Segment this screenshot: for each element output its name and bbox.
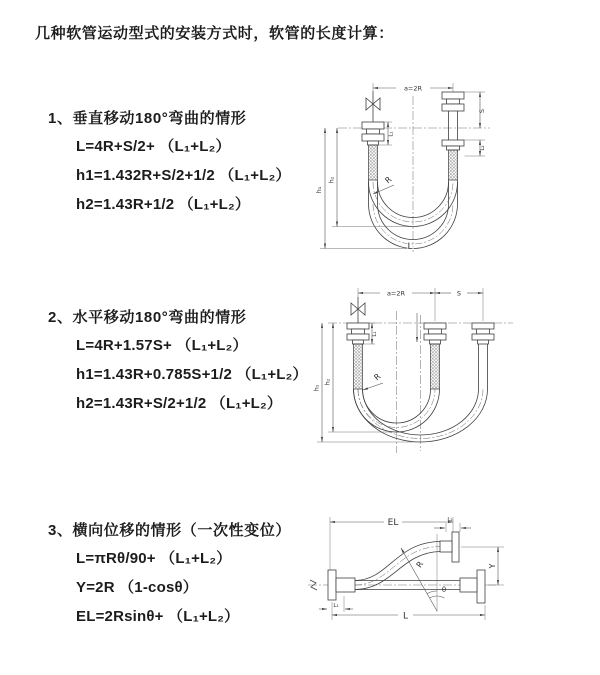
left-hose-end-fitting (362, 122, 384, 204)
right-hose-end-fitting (472, 323, 494, 389)
dim-label-h2: h₂ (327, 176, 336, 184)
right-flange (460, 570, 485, 603)
radius-theta-construction (401, 534, 446, 612)
section2-formulas (76, 331, 308, 418)
dim-a2r (373, 83, 453, 93)
section1-formulas (76, 132, 291, 219)
section3-formulas (76, 544, 239, 631)
radius-label: R (372, 371, 383, 383)
page-title: 几种软管运动型式的安装方式时，软管的长度计算： (35, 25, 394, 42)
radius-label: R (414, 559, 426, 570)
left-hose-end-fitting (347, 323, 369, 389)
formula-line: L=4R+1.57S+ （L₁+L₂） (76, 337, 248, 354)
section3-heading: 3、横向位移的情形（一次性变位） (48, 522, 291, 539)
radius-leader (363, 372, 383, 390)
dim-h1-h2 (315, 128, 413, 249)
centerlines (338, 96, 490, 252)
dim-s-l2 (465, 92, 487, 156)
middle-hose-end-fitting (424, 323, 446, 389)
dim-label-h2: h₂ (323, 378, 332, 386)
right-hose-end-fitting (442, 92, 464, 204)
dim-label-l1: L₁ (372, 331, 378, 337)
dim-label-h1: h₁ (312, 384, 321, 392)
dim-label-s: S (456, 289, 462, 298)
dim-l (332, 602, 485, 622)
dim-label-l2: L₂ (447, 517, 453, 523)
formula-line: EL=2Rsinθ+ （L₁+L₂） (76, 608, 240, 625)
dim-label-l2: L₂ (480, 145, 486, 151)
section2-heading: 2、水平移动180°弯曲的情形 (48, 309, 247, 326)
dim-label-l1: L₁ (333, 603, 339, 609)
dim-label-s: S (478, 108, 486, 114)
dim-label-y: Y (488, 563, 497, 569)
dim-label-el: EL (387, 518, 399, 528)
length-label: L (407, 242, 413, 252)
valve-icon (351, 297, 365, 323)
hose-s-curve (355, 542, 440, 590)
dim-label-l: L (402, 611, 409, 622)
dim-l2 (434, 517, 471, 532)
dim-el (330, 517, 453, 570)
upper-flange (440, 532, 459, 562)
dim-label-a2r: a=2R (386, 289, 406, 298)
formula-line: h2=1.43R+S/2+1/2 （L₁+L₂） (76, 395, 283, 412)
formula-line: L=4R+S/2+ （L₁+L₂） (76, 138, 231, 155)
formula-line: Y=2R （1-cosθ） (76, 579, 198, 596)
dim-label-h1: h₁ (315, 186, 323, 194)
formula-line: L=πRθ/90+ （L₁+L₂） (76, 550, 232, 567)
dim-h1-h2 (313, 323, 422, 442)
angle-label: θ (441, 586, 447, 594)
left-flange (328, 570, 355, 600)
diagram-horizontal-180-bend (308, 285, 600, 457)
dim-label-l1: L₁ (388, 131, 395, 137)
radius-label: R (383, 174, 394, 186)
valve-icon (366, 91, 380, 122)
section1-heading: 1、垂直移动180°弯曲的情形 (48, 110, 247, 127)
formula-line: h1=1.43R+0.785S+1/2 （L₁+L₂） (76, 366, 308, 383)
dim-label-a2r: a=2R (403, 84, 423, 93)
diagram-vertical-180-bend (310, 78, 600, 254)
formula-line: h2=1.43R+1/2 （L₁+L₂） (76, 196, 251, 213)
formula-line: h1=1.432R+S/2+1/2 （L₁+L₂） (76, 167, 291, 184)
diagram-lateral-displacement (300, 508, 600, 638)
